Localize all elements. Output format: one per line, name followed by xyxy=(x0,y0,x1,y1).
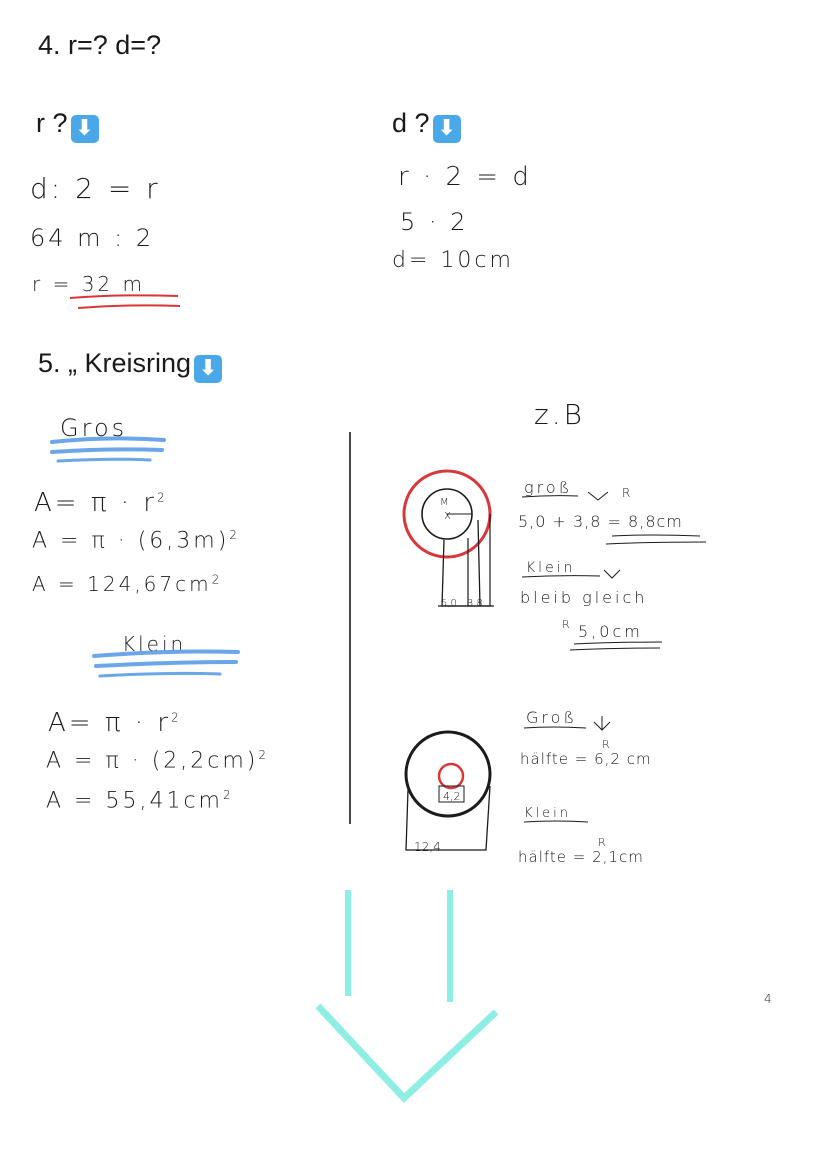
underline xyxy=(524,727,586,728)
gros-line-3-text: A = 124,67cm xyxy=(32,572,212,596)
teal-arrow-head xyxy=(318,1006,496,1098)
red-underline xyxy=(78,305,180,308)
blue-highlight xyxy=(94,652,238,657)
blue-highlight xyxy=(96,662,236,666)
ex2-r2-label: R xyxy=(598,836,609,849)
ex2-gross-label: Groß xyxy=(526,708,578,727)
ex1-r2-label: R xyxy=(562,618,573,631)
exponent: 2 xyxy=(211,572,220,587)
ex1-seg-a: 5,0 xyxy=(441,598,457,609)
ex1-seg-b: 3,8 xyxy=(467,598,483,609)
d-line-3: d= 10cm xyxy=(392,248,514,273)
klein-line-3-text: A = 55,41cm xyxy=(46,788,223,814)
arrow-icon xyxy=(594,716,610,730)
underline xyxy=(606,542,706,544)
underline xyxy=(574,642,662,644)
gros-line-1-text: A= π · r xyxy=(34,488,157,518)
exponent: 2 xyxy=(156,490,165,505)
blue-highlight xyxy=(52,449,162,452)
r-line-1: d: 2 = r xyxy=(30,172,161,205)
underline xyxy=(612,535,700,536)
d-line-1: r · 2 = d xyxy=(398,162,532,192)
underline xyxy=(522,496,578,497)
arrow-icon xyxy=(588,492,608,500)
down-arrow-icon: ⬇ xyxy=(194,355,222,383)
klein-line-2-text: A = π · (2,2cm) xyxy=(46,748,259,774)
down-arrow-icon: ⬇ xyxy=(71,115,99,143)
klein-label: Klein xyxy=(122,632,187,656)
arrow-icon xyxy=(604,570,620,578)
ex1-x-label: x xyxy=(444,508,452,522)
exponent: 2 xyxy=(229,528,237,542)
down-arrow-icon: ⬇ xyxy=(433,115,461,143)
outer-circle-black xyxy=(406,732,490,816)
ex1-gross-line: 5,0 + 3,8 = 8,8cm xyxy=(518,512,683,531)
d-heading-text: d ? xyxy=(392,108,430,138)
ex2-outer-label: 12,4 xyxy=(414,840,441,854)
measure-line xyxy=(406,786,490,850)
ex2-gross-line: hälfte = 6,2 cm xyxy=(520,750,652,768)
ex2-r-label: R xyxy=(602,738,613,751)
underline xyxy=(570,648,660,650)
ex2-klein-line: hälfte = 2,1cm xyxy=(518,848,644,866)
underline xyxy=(524,821,588,822)
ex1-klein-value: 5,0cm xyxy=(578,622,643,641)
klein-line-1-text: A= π · r xyxy=(48,708,171,738)
ex2-klein-label: Klein xyxy=(524,806,571,821)
zb-label: z.B xyxy=(534,398,585,431)
question-4-title: 4. r=? d=? xyxy=(38,30,162,60)
ex2-inner-label: 4,2 xyxy=(443,790,461,803)
ex1-klein-label: Klein xyxy=(526,560,576,576)
measure-line xyxy=(442,520,480,606)
inner-circle-red xyxy=(439,764,463,788)
underline xyxy=(522,576,600,577)
r-line-2: 64 m : 2 xyxy=(30,224,155,252)
question-5-title-text: 5. „ Kreisring xyxy=(38,348,192,378)
red-underline xyxy=(70,295,178,298)
d-line-2: 5 · 2 xyxy=(400,208,469,236)
exponent: 2 xyxy=(170,710,179,725)
blue-highlight xyxy=(100,673,220,676)
blue-highlight xyxy=(58,459,150,461)
blue-highlight xyxy=(52,438,164,442)
gros-line-2-text: A = π · (6,3m) xyxy=(32,528,230,554)
exponent: 2 xyxy=(258,748,267,762)
ex1-gross-label: groß xyxy=(524,478,573,497)
page-number: 4 xyxy=(764,992,775,1006)
ex1-r-label: R xyxy=(622,486,634,500)
ex1-klein-line: bleib gleich xyxy=(520,588,648,607)
r-line-3: r = 32 m xyxy=(32,272,145,296)
ex1-m-label: M xyxy=(440,497,449,508)
exponent: 2 xyxy=(222,788,231,802)
gros-label: Gros xyxy=(60,414,128,442)
r-heading-text: r ? xyxy=(36,108,68,138)
